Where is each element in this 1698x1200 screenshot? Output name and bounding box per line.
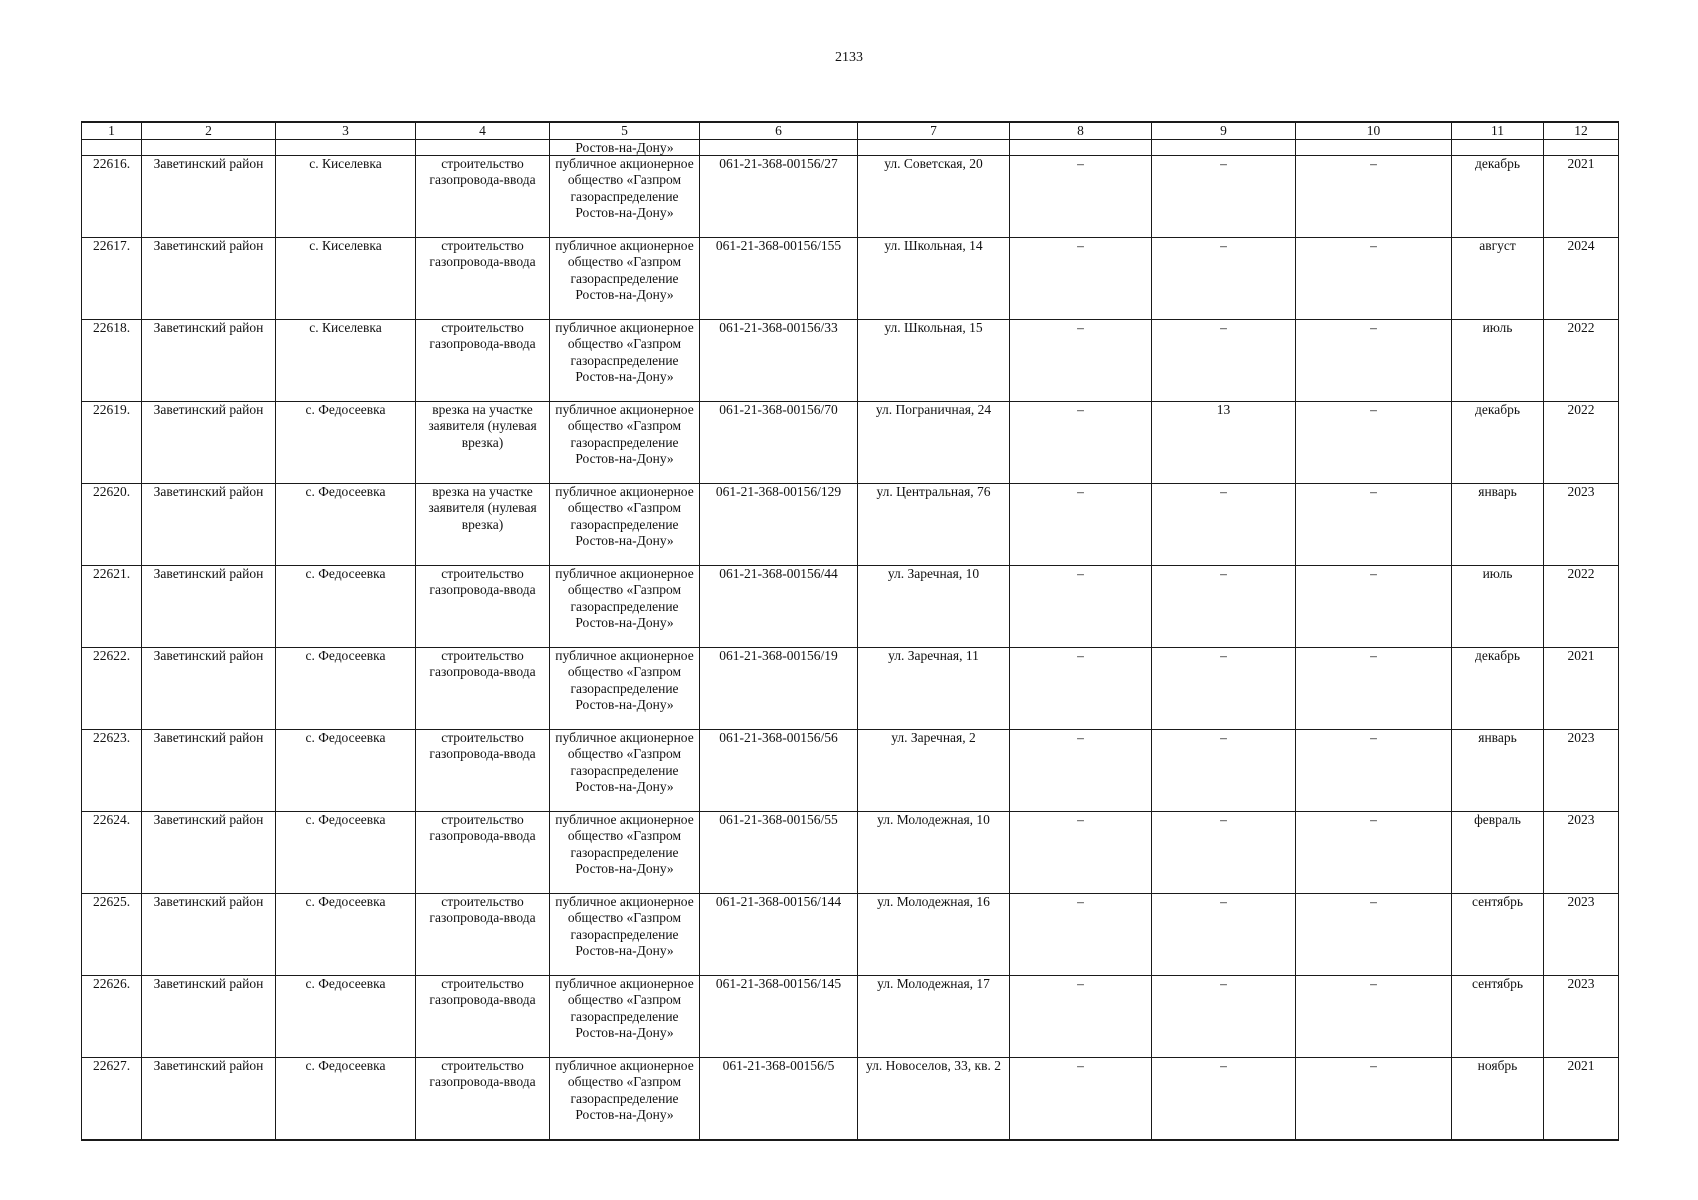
month-cell: январь: [1452, 484, 1544, 566]
column-number: 5: [550, 122, 700, 140]
column-number: 9: [1152, 122, 1296, 140]
district-cell: Заветинский район: [142, 484, 276, 566]
year-cell: 2021: [1544, 1058, 1619, 1141]
table-cell: [416, 140, 550, 156]
work-type-cell: строительство газопровода-ввода: [416, 238, 550, 320]
col-10-cell: –: [1296, 894, 1452, 976]
table-row: [82, 320, 1619, 402]
col-10-cell: –: [1296, 402, 1452, 484]
district-cell: Заветинский район: [142, 566, 276, 648]
table-cell: [1010, 140, 1152, 156]
month-cell: август: [1452, 238, 1544, 320]
month-cell: декабрь: [1452, 648, 1544, 730]
month-cell: декабрь: [1452, 156, 1544, 238]
address-cell: ул. Советская, 20: [858, 156, 1010, 238]
row-number: 22619.: [82, 402, 142, 484]
table-cell: [700, 140, 858, 156]
address-cell: ул. Новоселов, 33, кв. 2: [858, 1058, 1010, 1141]
request-code-cell: 061-21-368-00156/144: [700, 894, 858, 976]
table-cell: [1296, 140, 1452, 156]
col-9-cell: –: [1152, 156, 1296, 238]
locality-cell: с. Федосеевка: [276, 812, 416, 894]
month-cell: январь: [1452, 730, 1544, 812]
district-cell: Заветинский район: [142, 812, 276, 894]
row-number: 22625.: [82, 894, 142, 976]
month-cell: сентябрь: [1452, 894, 1544, 976]
col-8-cell: –: [1010, 1058, 1152, 1141]
organization-cell: публичное акционерное общество «Газпром газораспределение Ростов-на-Дону»: [550, 156, 700, 238]
col-8-cell: –: [1010, 812, 1152, 894]
column-number: 3: [276, 122, 416, 140]
col-9-cell: –: [1152, 566, 1296, 648]
column-number: 12: [1544, 122, 1619, 140]
district-cell: Заветинский район: [142, 648, 276, 730]
col-10-cell: –: [1296, 484, 1452, 566]
work-type-cell: врезка на участке заявителя (нулевая врезка): [416, 402, 550, 484]
organization-cell: публичное акционерное общество «Газпром газораспределение Ростов-на-Дону»: [550, 484, 700, 566]
column-number: 4: [416, 122, 550, 140]
year-cell: 2021: [1544, 648, 1619, 730]
col-8-cell: –: [1010, 320, 1152, 402]
column-number: 10: [1296, 122, 1452, 140]
locality-cell: с. Федосеевка: [276, 1058, 416, 1141]
organization-cell: публичное акционерное общество «Газпром газораспределение Ростов-на-Дону»: [550, 812, 700, 894]
col-9-cell: –: [1152, 1058, 1296, 1141]
month-cell: декабрь: [1452, 402, 1544, 484]
col-9-cell: –: [1152, 320, 1296, 402]
col-10-cell: –: [1296, 976, 1452, 1058]
request-code-cell: 061-21-368-00156/155: [700, 238, 858, 320]
col-10-cell: –: [1296, 730, 1452, 812]
year-cell: 2023: [1544, 894, 1619, 976]
row-number: 22623.: [82, 730, 142, 812]
organization-cell: публичное акционерное общество «Газпром газораспределение Ростов-на-Дону»: [550, 320, 700, 402]
column-number: 6: [700, 122, 858, 140]
work-type-cell: строительство газопровода-ввода: [416, 976, 550, 1058]
organization-cell: публичное акционерное общество «Газпром газораспределение Ростов-на-Дону»: [550, 648, 700, 730]
col-10-cell: –: [1296, 648, 1452, 730]
district-cell: Заветинский район: [142, 156, 276, 238]
table-row: [82, 730, 1619, 812]
organization-cell: публичное акционерное общество «Газпром газораспределение Ростов-на-Дону»: [550, 402, 700, 484]
table-cell: [858, 140, 1010, 156]
organization-cell: публичное акционерное общество «Газпром газораспределение Ростов-на-Дону»: [550, 730, 700, 812]
month-cell: сентябрь: [1452, 976, 1544, 1058]
column-number: 1: [82, 122, 142, 140]
request-code-cell: 061-21-368-00156/56: [700, 730, 858, 812]
district-cell: Заветинский район: [142, 976, 276, 1058]
col-10-cell: –: [1296, 566, 1452, 648]
district-cell: Заветинский район: [142, 238, 276, 320]
work-type-cell: строительство газопровода-ввода: [416, 894, 550, 976]
table-row: [82, 402, 1619, 484]
locality-cell: с. Федосеевка: [276, 648, 416, 730]
locality-cell: с. Киселевка: [276, 156, 416, 238]
row-number: 22626.: [82, 976, 142, 1058]
col-8-cell: –: [1010, 484, 1152, 566]
work-type-cell: строительство газопровода-ввода: [416, 648, 550, 730]
request-code-cell: 061-21-368-00156/70: [700, 402, 858, 484]
col-9-cell: –: [1152, 484, 1296, 566]
table-row: [82, 484, 1619, 566]
year-cell: 2023: [1544, 812, 1619, 894]
col-8-cell: –: [1010, 238, 1152, 320]
locality-cell: с. Федосеевка: [276, 566, 416, 648]
request-code-cell: 061-21-368-00156/33: [700, 320, 858, 402]
address-cell: ул. Пограничная, 24: [858, 402, 1010, 484]
request-code-cell: 061-21-368-00156/27: [700, 156, 858, 238]
year-cell: 2023: [1544, 484, 1619, 566]
row-number: 22621.: [82, 566, 142, 648]
col-8-cell: –: [1010, 730, 1152, 812]
locality-cell: с. Федосеевка: [276, 976, 416, 1058]
locality-cell: с. Федосеевка: [276, 402, 416, 484]
row-number: 22627.: [82, 1058, 142, 1141]
col-8-cell: –: [1010, 402, 1152, 484]
address-cell: ул. Молодежная, 10: [858, 812, 1010, 894]
table-cell: [142, 140, 276, 156]
row-number: 22620.: [82, 484, 142, 566]
row-number: 22617.: [82, 238, 142, 320]
year-cell: 2022: [1544, 566, 1619, 648]
row-number: 22624.: [82, 812, 142, 894]
col-10-cell: –: [1296, 812, 1452, 894]
col-10-cell: –: [1296, 320, 1452, 402]
continuation-row: [82, 140, 1619, 156]
row-number: 22616.: [82, 156, 142, 238]
col-8-cell: –: [1010, 648, 1152, 730]
work-type-cell: строительство газопровода-ввода: [416, 730, 550, 812]
table-row: [82, 976, 1619, 1058]
column-number: 7: [858, 122, 1010, 140]
table-row: [82, 566, 1619, 648]
year-cell: 2022: [1544, 402, 1619, 484]
organization-cell: публичное акционерное общество «Газпром газораспределение Ростов-на-Дону»: [550, 976, 700, 1058]
table-row: [82, 648, 1619, 730]
col-8-cell: –: [1010, 976, 1152, 1058]
column-number: 11: [1452, 122, 1544, 140]
col-9-cell: –: [1152, 648, 1296, 730]
address-cell: ул. Школьная, 14: [858, 238, 1010, 320]
page-number: 2133: [835, 50, 863, 65]
col-10-cell: –: [1296, 238, 1452, 320]
col-9-cell: –: [1152, 730, 1296, 812]
column-number: 8: [1010, 122, 1152, 140]
month-cell: июль: [1452, 566, 1544, 648]
district-cell: Заветинский район: [142, 320, 276, 402]
request-code-cell: 061-21-368-00156/44: [700, 566, 858, 648]
organization-cell: публичное акционерное общество «Газпром газораспределение Ростов-на-Дону»: [550, 894, 700, 976]
district-cell: Заветинский район: [142, 1058, 276, 1141]
table-row: [82, 894, 1619, 976]
locality-cell: с. Федосеевка: [276, 730, 416, 812]
request-code-cell: 061-21-368-00156/55: [700, 812, 858, 894]
request-code-cell: 061-21-368-00156/129: [700, 484, 858, 566]
address-cell: ул. Молодежная, 16: [858, 894, 1010, 976]
month-cell: февраль: [1452, 812, 1544, 894]
address-cell: ул. Заречная, 11: [858, 648, 1010, 730]
col-9-cell: –: [1152, 812, 1296, 894]
column-number: 2: [142, 122, 276, 140]
col-8-cell: –: [1010, 566, 1152, 648]
organization-cell: публичное акционерное общество «Газпром газораспределение Ростов-на-Дону»: [550, 238, 700, 320]
work-type-cell: строительство газопровода-ввода: [416, 566, 550, 648]
organization-cell: публичное акционерное общество «Газпром газораспределение Ростов-на-Дону»: [550, 566, 700, 648]
col-9-cell: –: [1152, 894, 1296, 976]
work-type-cell: строительство газопровода-ввода: [416, 812, 550, 894]
month-cell: ноябрь: [1452, 1058, 1544, 1141]
locality-cell: с. Киселевка: [276, 320, 416, 402]
col-9-cell: 13: [1152, 402, 1296, 484]
registry-table: [81, 121, 1619, 1141]
address-cell: ул. Заречная, 10: [858, 566, 1010, 648]
registry-body: [82, 140, 1619, 1141]
year-cell: 2021: [1544, 156, 1619, 238]
locality-cell: с. Федосеевка: [276, 894, 416, 976]
district-cell: Заветинский район: [142, 730, 276, 812]
address-cell: ул. Школьная, 15: [858, 320, 1010, 402]
year-cell: 2023: [1544, 730, 1619, 812]
locality-cell: с. Киселевка: [276, 238, 416, 320]
table-row: [82, 156, 1619, 238]
col-9-cell: –: [1152, 238, 1296, 320]
year-cell: 2022: [1544, 320, 1619, 402]
table-row: [82, 812, 1619, 894]
work-type-cell: строительство газопровода-ввода: [416, 320, 550, 402]
work-type-cell: строительство газопровода-ввода: [416, 1058, 550, 1141]
table-cell: [1452, 140, 1544, 156]
district-cell: Заветинский район: [142, 402, 276, 484]
year-cell: 2024: [1544, 238, 1619, 320]
address-cell: ул. Заречная, 2: [858, 730, 1010, 812]
request-code-cell: 061-21-368-00156/145: [700, 976, 858, 1058]
request-code-cell: 061-21-368-00156/5: [700, 1058, 858, 1141]
table-cell: [1152, 140, 1296, 156]
column-number-row: [82, 122, 1619, 140]
table-row: [82, 238, 1619, 320]
table-row: [82, 1058, 1619, 1141]
address-cell: ул. Центральная, 76: [858, 484, 1010, 566]
locality-cell: с. Федосеевка: [276, 484, 416, 566]
table-cell: Ростов-на-Дону»: [550, 140, 700, 156]
table-cell: [276, 140, 416, 156]
col-10-cell: –: [1296, 1058, 1452, 1141]
col-10-cell: –: [1296, 156, 1452, 238]
month-cell: июль: [1452, 320, 1544, 402]
year-cell: 2023: [1544, 976, 1619, 1058]
table-cell: [82, 140, 142, 156]
work-type-cell: строительство газопровода-ввода: [416, 156, 550, 238]
col-8-cell: –: [1010, 894, 1152, 976]
district-cell: Заветинский район: [142, 894, 276, 976]
col-8-cell: –: [1010, 156, 1152, 238]
work-type-cell: врезка на участке заявителя (нулевая врезка): [416, 484, 550, 566]
row-number: 22618.: [82, 320, 142, 402]
organization-cell: публичное акционерное общество «Газпром газораспределение Ростов-на-Дону»: [550, 1058, 700, 1141]
address-cell: ул. Молодежная, 17: [858, 976, 1010, 1058]
request-code-cell: 061-21-368-00156/19: [700, 648, 858, 730]
table-cell: [1544, 140, 1619, 156]
col-9-cell: –: [1152, 976, 1296, 1058]
row-number: 22622.: [82, 648, 142, 730]
